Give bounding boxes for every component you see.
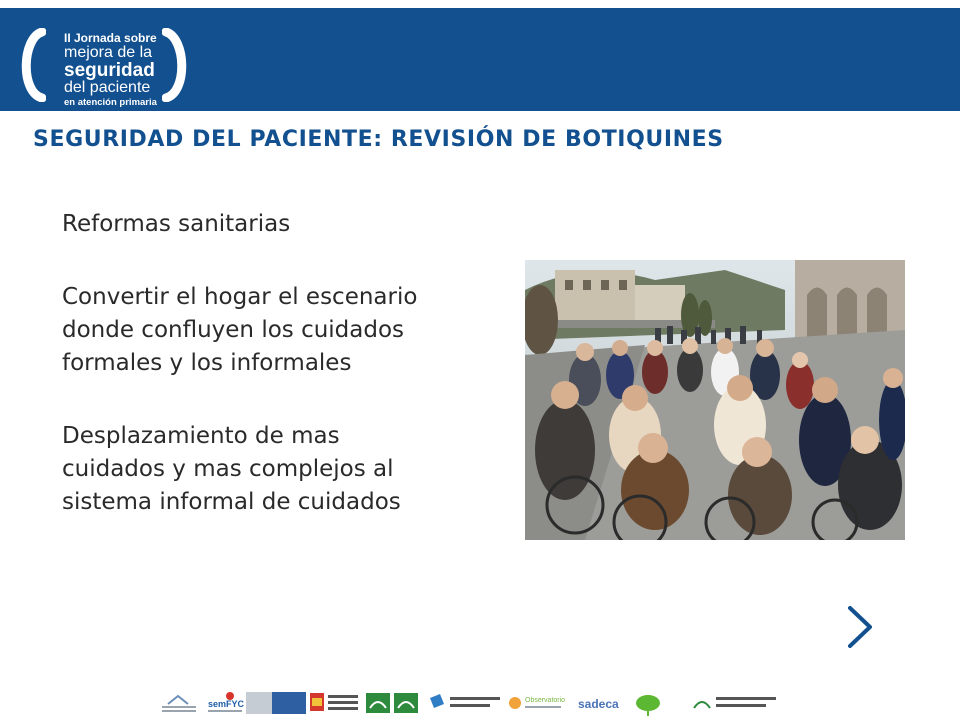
next-slide-chevron-icon[interactable] xyxy=(843,604,877,650)
agencia-calidad-logo xyxy=(430,694,500,708)
paragraph-desplazamiento: Desplazamiento de mas cuidados y mas complejos al sistema informal de cuidados xyxy=(62,423,401,515)
logo-text xyxy=(64,32,157,108)
slide-title: SEGURIDAD DEL PACIENTE: REVISIÓN DE BOTIQUINES xyxy=(33,127,724,152)
logo-line-5: en atención primaria xyxy=(64,97,157,108)
green-leaf-logo xyxy=(636,695,660,716)
left-parenthesis-icon xyxy=(16,28,46,102)
event-logo xyxy=(16,28,196,108)
right-parenthesis-icon xyxy=(162,28,192,102)
junta-andalucia-logo-1 xyxy=(366,693,390,713)
plan-calidad-logo xyxy=(246,692,306,714)
sociedad-logo xyxy=(162,696,196,712)
header-banner xyxy=(0,8,960,111)
escuela-salud-publica-logo xyxy=(694,697,776,708)
semfyc-text: semFYC xyxy=(208,699,245,709)
observatorio-text: Observatorio xyxy=(525,697,566,704)
ministerio-logo xyxy=(310,693,358,711)
slide-body xyxy=(62,208,442,559)
logo-line-3: seguridad xyxy=(64,60,155,81)
logo-line-1: II Jornada sobre xyxy=(64,31,157,45)
paragraph-hogar: Convertir el hogar el escenario donde confluyen los cuidados formales y los informales xyxy=(62,284,418,376)
semfyc-logo xyxy=(208,692,245,712)
wheelchair-procession-photo xyxy=(525,260,905,540)
paragraph-reformas: Reformas sanitarias xyxy=(62,211,291,237)
logo-line-4: del paciente xyxy=(64,79,151,96)
junta-andalucia-logo-2 xyxy=(394,693,418,713)
sponsor-logos-strip xyxy=(160,690,780,716)
sadeca-logo xyxy=(578,697,619,711)
sadeca-text: sadeca xyxy=(578,697,619,711)
observatorio-logo xyxy=(509,697,565,709)
logo-line-2: mejora de la xyxy=(64,44,153,61)
